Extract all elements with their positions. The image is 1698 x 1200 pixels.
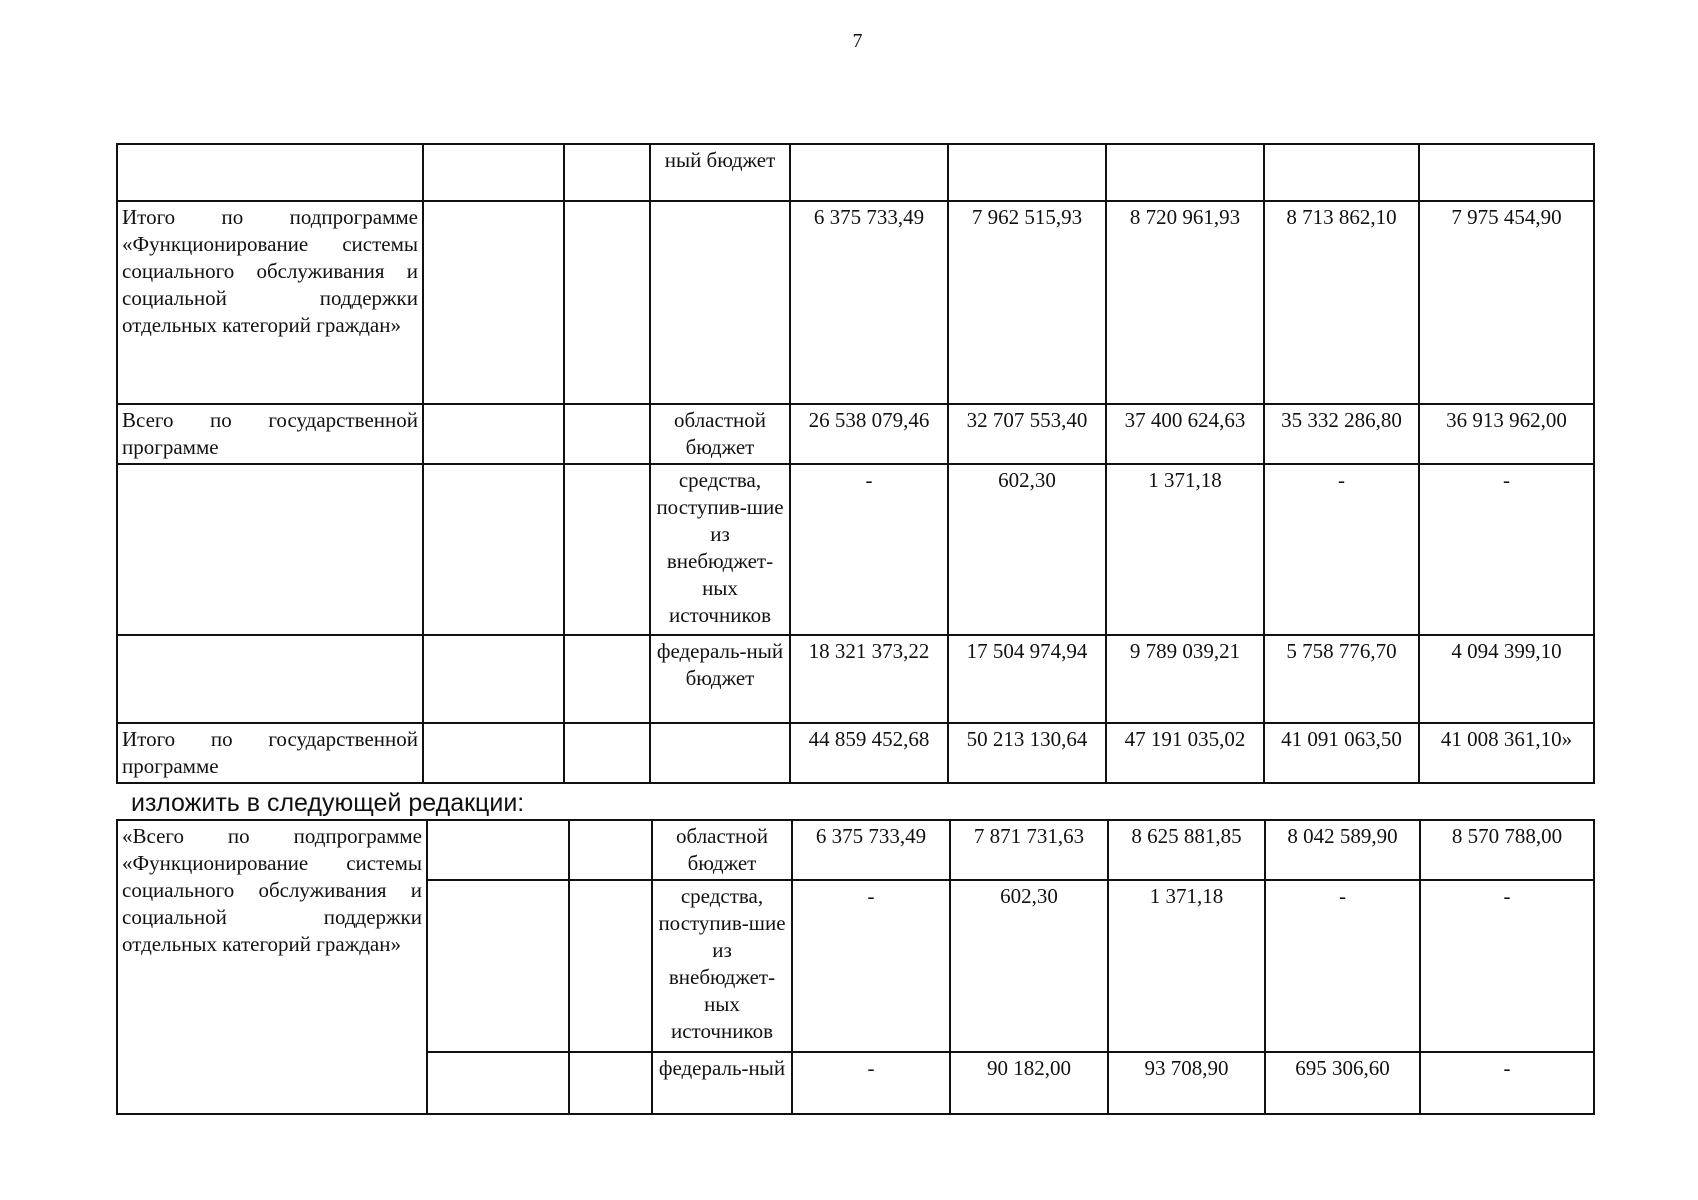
empty-cell — [564, 464, 650, 635]
table-row — [117, 404, 1594, 464]
value-cell: 44 859 452,68 — [790, 723, 948, 783]
program-name-cell: Всего по государственной программе — [117, 404, 423, 464]
value-cell: 695 306,60 — [1265, 1052, 1420, 1114]
value-cell: 9 789 039,21 — [1106, 635, 1264, 723]
empty-cell — [423, 404, 564, 464]
program-name-cell — [117, 144, 423, 201]
program-name-cell: Итого по подпрограмме «Функционирование системы социального обслуживания и социальной поддержки отдельных категорий граждан» — [117, 201, 423, 404]
empty-cell — [564, 635, 650, 723]
value-cell: 6 375 733,49 — [790, 201, 948, 404]
value-cell: 36 913 962,00 — [1419, 404, 1594, 464]
value-cell: - — [1420, 880, 1594, 1052]
value-cell — [948, 144, 1106, 201]
table-row — [117, 201, 1594, 404]
funding-source-cell: средства, поступив-шие из внебюджет-ных источников — [650, 464, 790, 635]
value-cell: 8 570 788,00 — [1420, 820, 1594, 880]
value-cell: 18 321 373,22 — [790, 635, 948, 723]
empty-cell — [564, 144, 650, 201]
funding-source-cell — [650, 723, 790, 783]
value-cell: - — [1420, 1052, 1594, 1114]
budget-table-revised — [116, 819, 1595, 1115]
value-cell: 6 375 733,49 — [792, 820, 950, 880]
value-cell: - — [790, 464, 948, 635]
value-cell — [790, 144, 948, 201]
value-cell: 7 871 731,63 — [950, 820, 1108, 880]
value-cell: 8 713 862,10 — [1264, 201, 1419, 404]
empty-cell — [423, 464, 564, 635]
program-name-cell: «Всего по подпрограмме «Функционирование системы социального обслуживания и социальной поддержки отдельных категорий граждан» — [117, 820, 427, 1114]
empty-cell — [569, 820, 652, 880]
value-cell: 7 962 515,93 — [948, 201, 1106, 404]
funding-source-cell: федераль-ный — [652, 1052, 792, 1114]
empty-cell — [569, 1052, 652, 1114]
empty-cell — [423, 201, 564, 404]
empty-cell — [564, 723, 650, 783]
value-cell: 602,30 — [948, 464, 1106, 635]
value-cell: 50 213 130,64 — [948, 723, 1106, 783]
value-cell: 26 538 079,46 — [790, 404, 948, 464]
value-cell: 1 371,18 — [1108, 880, 1265, 1052]
value-cell: - — [792, 880, 950, 1052]
value-cell — [1106, 144, 1264, 201]
program-name-cell: Итого по государственной программе — [117, 723, 423, 783]
empty-cell — [427, 1052, 569, 1114]
value-cell — [1264, 144, 1419, 201]
value-cell: - — [792, 1052, 950, 1114]
value-cell: 47 191 035,02 — [1106, 723, 1264, 783]
value-cell — [1419, 144, 1594, 201]
value-cell: 41 008 361,10» — [1419, 723, 1594, 783]
value-cell: 1 371,18 — [1106, 464, 1264, 635]
program-name-cell — [117, 635, 423, 723]
empty-cell — [423, 723, 564, 783]
empty-cell — [427, 880, 569, 1052]
value-cell: 8 720 961,93 — [1106, 201, 1264, 404]
empty-cell — [564, 201, 650, 404]
empty-cell — [564, 404, 650, 464]
funding-source-cell — [650, 201, 790, 404]
table-row — [117, 723, 1594, 783]
value-cell: - — [1265, 880, 1420, 1052]
funding-source-cell: ный бюджет — [650, 144, 790, 201]
funding-source-cell: федераль-ный бюджет — [650, 635, 790, 723]
value-cell: 4 094 399,10 — [1419, 635, 1594, 723]
value-cell: 602,30 — [950, 880, 1108, 1052]
budget-table-original — [116, 143, 1595, 784]
value-cell: 41 091 063,50 — [1264, 723, 1419, 783]
value-cell: 35 332 286,80 — [1264, 404, 1419, 464]
empty-cell — [569, 880, 652, 1052]
empty-cell — [423, 635, 564, 723]
value-cell: 93 708,90 — [1108, 1052, 1265, 1114]
program-name-cell — [117, 464, 423, 635]
value-cell: 90 182,00 — [950, 1052, 1108, 1114]
empty-cell — [423, 144, 564, 201]
table-row — [117, 464, 1594, 635]
value-cell: 32 707 553,40 — [948, 404, 1106, 464]
value-cell: - — [1264, 464, 1419, 635]
value-cell: 5 758 776,70 — [1264, 635, 1419, 723]
value-cell: - — [1419, 464, 1594, 635]
funding-source-cell: областной бюджет — [650, 404, 790, 464]
value-cell: 8 625 881,85 — [1108, 820, 1265, 880]
page-number: 7 — [852, 30, 863, 52]
table-row — [117, 635, 1594, 723]
table-row — [117, 144, 1594, 201]
value-cell: 37 400 624,63 — [1106, 404, 1264, 464]
value-cell: 8 042 589,90 — [1265, 820, 1420, 880]
funding-source-cell: областной бюджет — [652, 820, 792, 880]
funding-source-cell: средства, поступив-шие из внебюджет-ных источников — [652, 880, 792, 1052]
value-cell: 17 504 974,94 — [948, 635, 1106, 723]
empty-cell — [427, 820, 569, 880]
table-row — [117, 820, 1594, 880]
amendment-instruction: изложить в следующей редакции: — [131, 789, 525, 817]
value-cell: 7 975 454,90 — [1419, 201, 1594, 404]
